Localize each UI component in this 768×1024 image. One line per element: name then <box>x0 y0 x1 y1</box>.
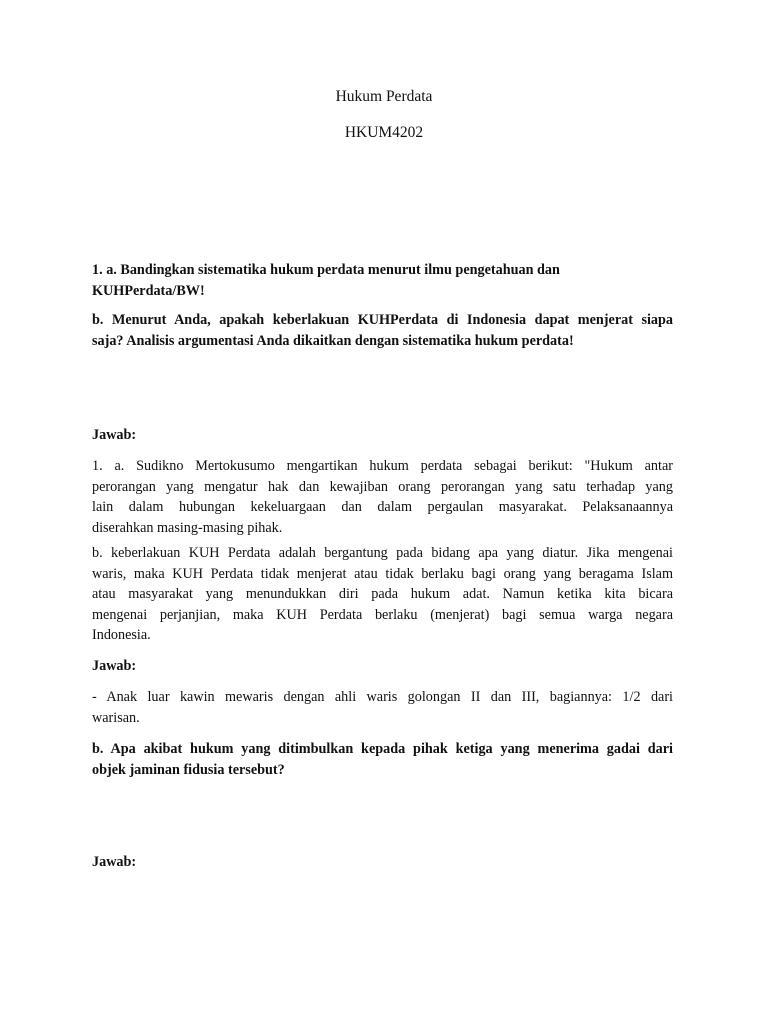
answer-2-line: warisan. <box>92 709 140 726</box>
answer-1a-line: 1. a. Sudikno Mertokusumo mengartikan hukum perdata sebagai berikut: "Hukum antar <box>92 458 673 474</box>
document-title: Hukum Perdata <box>335 88 433 105</box>
question-1a-line: 1. a. Bandingkan sistematika hukum perdata menurut ilmu pengetahuan dan <box>92 262 560 278</box>
answer-1b-line: b. keberlakuan KUH Perdata adalah bergantung pada bidang apa yang diatur. Jika mengenai <box>92 545 673 561</box>
question-2b-line: objek jaminan fidusia tersebut? <box>92 761 285 778</box>
answer-1b-line: Indonesia. <box>92 627 151 643</box>
question-2b <box>92 739 673 780</box>
answer-1a-line: lain dalam hubungan kekeluargaan dan dalam pergaulan masyarakat. Pelaksanaannya <box>92 499 673 515</box>
answer-1b-line: waris, maka KUH Perdata tidak menjerat atau tidak berlaku bagi orang yang beragama Islam <box>92 565 673 582</box>
question-1b-line: saja? Analisis argumentasi Anda dikaitkan dengan sistematika hukum perdata! <box>92 332 574 349</box>
answer-1a-line: diserahkan masing-masing pihak. <box>92 519 283 536</box>
answer-1a-line: perorangan yang mengatur hak dan kewajiban orang perorangan yang satu terhadap yang <box>92 478 673 495</box>
answer-1b <box>92 543 673 646</box>
answer-1b-line: mengenai perjanjian, maka KUH Perdata berlaku (menjerat) bagi semua warga negara <box>92 606 673 623</box>
question-1a <box>92 260 673 301</box>
question-1b <box>92 310 673 351</box>
answer-2-line: - Anak luar kawin mewaris dengan ahli waris golongan II dan III, bagiannya: 1/2 dari <box>92 689 673 705</box>
question-1a-line: KUHPerdata/BW! <box>92 282 205 299</box>
answer-2 <box>92 687 673 728</box>
answer-label: Jawab: <box>92 658 137 674</box>
answer-label: Jawab: <box>92 854 137 870</box>
answer-label: Jawab: <box>92 427 137 443</box>
answer-1a <box>92 456 673 538</box>
course-code: HKUM4202 <box>344 124 424 141</box>
question-1b-line: b. Menurut Anda, apakah keberlakuan KUHPerdata di Indonesia dapat menjerat siapa <box>92 312 673 328</box>
answer-1b-line: atau masyarakat yang menundukkan diri pada hukum adat. Namun ketika kita bicara <box>92 586 673 602</box>
question-2b-line: b. Apa akibat hukum yang ditimbulkan kepada pihak ketiga yang menerima gadai dari <box>92 741 673 757</box>
